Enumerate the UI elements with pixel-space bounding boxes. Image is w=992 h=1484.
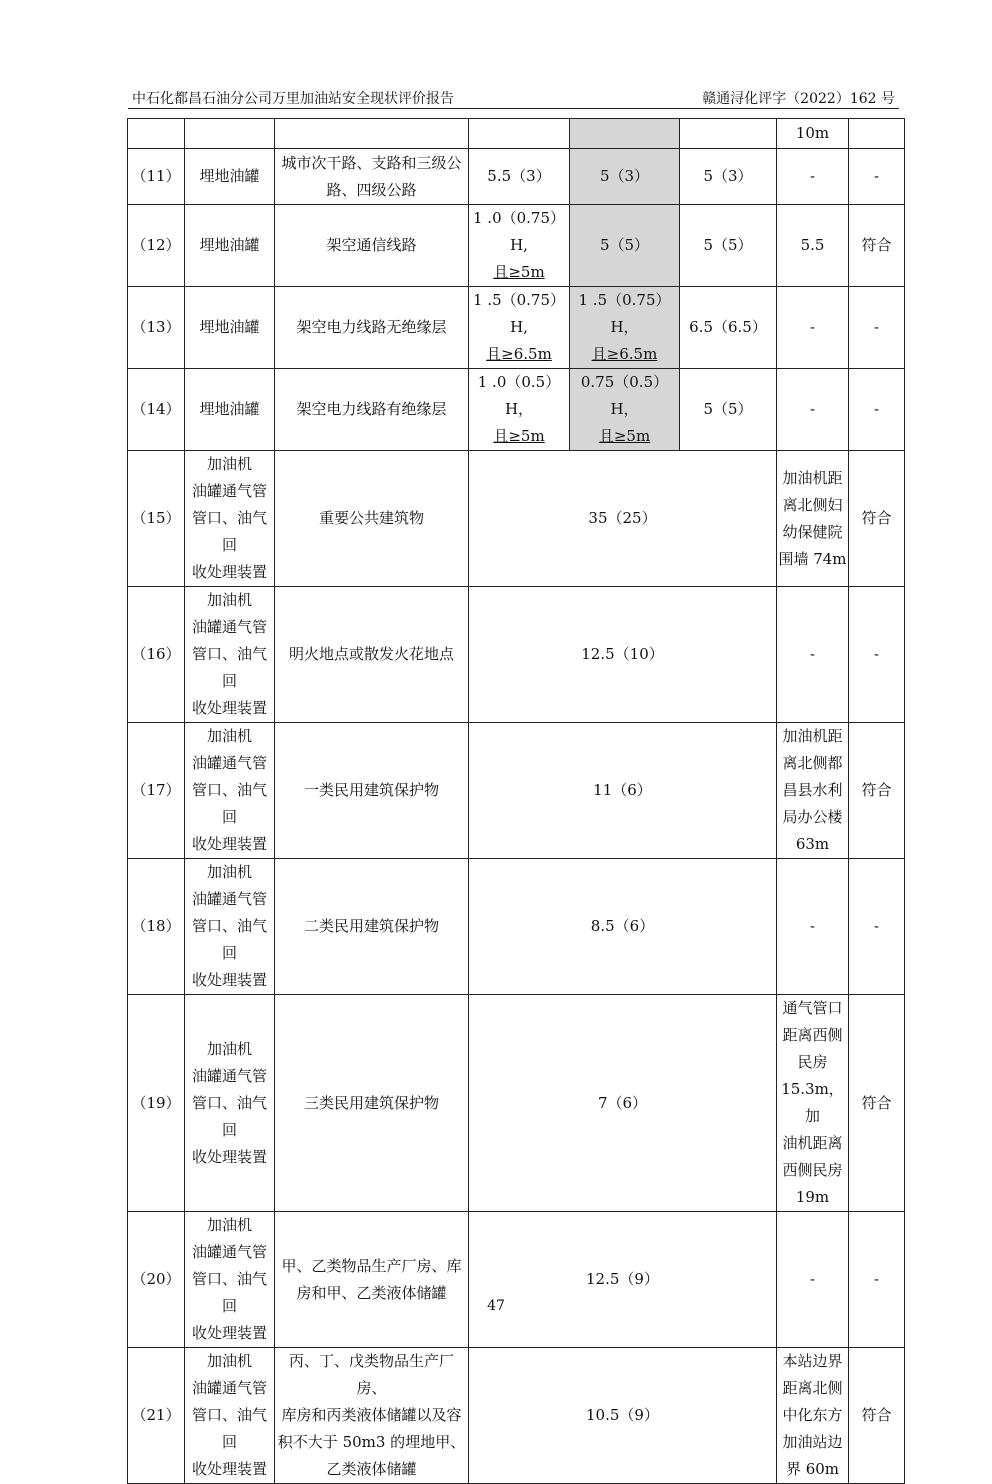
actual-distance-cell <box>777 451 849 587</box>
object-cell <box>275 1212 469 1348</box>
object-cell-line: 城市次干路、支路和三级公 <box>281 153 462 172</box>
actual-distance-cell-line: 油机距离 <box>782 1134 843 1152</box>
actual-distance-cell-line: 通气管口 <box>782 999 843 1017</box>
standard-distance-cell <box>469 1348 777 1484</box>
result-cell-line: 符合 <box>861 781 892 799</box>
table-cell <box>680 119 777 149</box>
row-number-cell-line: （14） <box>131 400 181 418</box>
facility-cell <box>185 587 275 723</box>
object-cell-line: 架空通信线路 <box>326 236 417 254</box>
actual-distance-cell-line: 加油站边 <box>782 1433 843 1451</box>
result-cell <box>849 587 905 723</box>
table-row <box>128 1348 905 1484</box>
standard-distance-cell-line: 12.5（10） <box>581 645 664 663</box>
object-cell-line: 积不大于 50m3 的埋地甲、 <box>277 1433 466 1451</box>
object-cell-line: 明火地点或散发火花地点 <box>288 645 454 663</box>
actual-distance-cell-line: 19m <box>795 1188 830 1206</box>
facility-cell-line: 管口、油气回 <box>191 917 267 962</box>
actual-distance-cell-line: 围墙 74m <box>778 549 847 568</box>
result-cell-line: 符合 <box>861 1093 892 1112</box>
standard-distance-cell-line: 12.5（9） <box>586 1270 659 1288</box>
result-cell-line: - <box>873 1270 880 1288</box>
facility-cell-line: 收处理装置 <box>191 835 267 853</box>
object-cell-line: 架空电力线路无绝缘层 <box>296 318 447 336</box>
result-cell-line: 符合 <box>861 509 892 527</box>
result-cell-line: 符合 <box>861 236 892 254</box>
facility-cell-line: 加油机 <box>206 863 252 881</box>
row-number-cell <box>128 1348 185 1484</box>
table-cell <box>275 119 469 149</box>
table-row <box>128 205 905 287</box>
row-number-cell <box>128 1212 185 1348</box>
standard-value-cell-line: 1 .0（0.75）H, <box>472 209 566 254</box>
row-number-cell-line: （19） <box>131 1093 181 1112</box>
actual-distance-cell-line: - <box>809 1270 816 1288</box>
facility-cell-line: 管口、油气回 <box>191 1270 267 1315</box>
facility-cell-line: 埋地油罐 <box>199 236 260 254</box>
facility-cell-line: 收处理装置 <box>191 1460 267 1478</box>
object-cell <box>275 859 469 995</box>
facility-cell-line: 收处理装置 <box>191 971 267 989</box>
standard-distance-cell-line: 10.5（9） <box>586 1406 659 1424</box>
object-cell <box>275 287 469 369</box>
facility-cell <box>185 149 275 205</box>
standard-value-cell-shaded <box>570 205 680 287</box>
object-cell-line: 路、四级公路 <box>326 180 417 199</box>
standard-value-cell-line: 且≥6.5m <box>486 345 552 363</box>
actual-distance-cell <box>777 995 849 1212</box>
actual-distance-cell-line: - <box>809 318 816 336</box>
standard-value-cell-shaded-line: 且≥6.5m <box>591 345 658 363</box>
actual-distance-cell-line: - <box>809 917 816 935</box>
table-row <box>128 587 905 723</box>
actual-distance-cell <box>777 723 849 859</box>
standard-value-cell-line: 5.5（3） <box>487 167 551 185</box>
table-row <box>128 995 905 1212</box>
object-cell-line: 三类民用建筑保护物 <box>303 1093 439 1112</box>
object-cell <box>275 587 469 723</box>
actual-distance-cell-line: 离北侧都 <box>782 754 843 772</box>
facility-cell <box>185 1348 275 1484</box>
page-header <box>128 86 899 109</box>
actual-distance-cell-line: 幼保健院 <box>782 522 843 541</box>
standard-value-cell-shaded-line: 5（5） <box>599 236 650 254</box>
actual-distance-cell-line: 加油机距 <box>782 468 843 487</box>
table-cell <box>185 119 275 149</box>
page-number: 47 <box>487 1298 505 1314</box>
row-number-cell <box>128 205 185 287</box>
actual-distance-cell <box>777 1348 849 1484</box>
actual-distance-cell <box>777 587 849 723</box>
result-cell <box>849 287 905 369</box>
row-number-cell <box>128 859 185 995</box>
actual-distance-cell-line: 距离北侧 <box>782 1379 843 1397</box>
standard-value-cell-line: 5（3） <box>703 167 753 185</box>
result-cell-line: - <box>873 645 880 663</box>
facility-cell-line: 油罐通气管 <box>191 890 267 908</box>
distance-table <box>127 118 905 1484</box>
facility-cell-line: 油罐通气管 <box>191 1243 267 1261</box>
actual-distance-cell <box>777 369 849 451</box>
standard-value-cell-shaded-line: 且≥5m <box>598 427 651 445</box>
facility-cell-line: 埋地油罐 <box>199 318 260 336</box>
row-number-cell-line: （20） <box>131 1270 181 1288</box>
object-cell-line: 二类民用建筑保护物 <box>303 917 439 935</box>
standard-value-cell-shaded <box>570 369 680 451</box>
result-cell <box>849 1212 905 1348</box>
result-cell <box>849 205 905 287</box>
object-cell <box>275 369 469 451</box>
object-cell <box>275 995 469 1212</box>
row-number-cell-line: （11） <box>131 167 181 185</box>
table-row <box>128 1212 905 1348</box>
result-cell-line: - <box>873 917 880 935</box>
actual-distance-cell <box>777 1212 849 1348</box>
facility-cell-line: 油罐通气管 <box>191 1379 267 1397</box>
table-row <box>128 149 905 205</box>
facility-cell-line: 管口、油气回 <box>191 1093 267 1139</box>
object-cell-line: 重要公共建筑物 <box>318 509 424 527</box>
result-cell-line: - <box>873 167 880 185</box>
result-cell <box>849 723 905 859</box>
row-number-cell <box>128 149 185 205</box>
actual-distance-cell-line: 局办公楼 <box>782 808 843 826</box>
row-number-cell <box>128 369 185 451</box>
table-cell <box>128 119 185 149</box>
standard-distance-cell-line: 35（25） <box>588 509 657 527</box>
facility-cell <box>185 1212 275 1348</box>
standard-distance-cell-line: 7（6） <box>597 1093 648 1112</box>
object-cell <box>275 1348 469 1484</box>
actual-distance-cell-line: 本站边界 <box>782 1352 843 1370</box>
object-cell <box>275 723 469 859</box>
standard-value-cell <box>469 149 570 205</box>
object-cell-line: 甲、乙类物品生产厂房、库 <box>281 1256 462 1275</box>
row-number-cell-line: （13） <box>131 318 181 336</box>
table-row <box>128 369 905 451</box>
result-cell-line: - <box>873 318 880 336</box>
facility-cell-line: 油罐通气管 <box>191 618 267 636</box>
standard-value-cell-shaded <box>570 149 680 205</box>
object-cell-line: 丙、丁、戊类物品生产厂房、 <box>288 1352 454 1397</box>
standard-distance-cell-line: 8.5（6） <box>590 917 655 935</box>
standard-value-cell-line: 且≥5m <box>493 427 545 445</box>
standard-value-cell-line: 6.5（6.5） <box>689 318 767 336</box>
actual-distance-cell-line: 加油机距 <box>782 727 843 745</box>
standard-value-cell-shaded-line: 1 .5（0.75）H， <box>578 291 671 336</box>
actual-distance-cell-line: 63m <box>795 835 830 853</box>
standard-value-cell <box>680 369 777 451</box>
standard-value-cell-shaded <box>570 287 680 369</box>
standard-distance-cell <box>469 1212 777 1348</box>
object-cell <box>275 451 469 587</box>
object-cell-line: 房和甲、乙类液体储罐 <box>296 1283 447 1302</box>
standard-value-cell-line: 5（5） <box>703 236 753 254</box>
facility-cell <box>185 369 275 451</box>
standard-distance-cell-line: 11（6） <box>593 781 652 799</box>
result-cell <box>849 149 905 205</box>
standard-distance-cell <box>469 723 777 859</box>
result-cell <box>849 1348 905 1484</box>
standard-distance-cell <box>469 859 777 995</box>
actual-distance-cell-line: 界 60m <box>785 1460 840 1478</box>
facility-cell-line: 加油机 <box>206 1216 252 1234</box>
row-number-cell <box>128 451 185 587</box>
standard-distance-cell <box>469 995 777 1212</box>
facility-cell-line: 管口、油气回 <box>191 645 267 690</box>
row-number-cell <box>128 287 185 369</box>
standard-value-cell <box>680 287 777 369</box>
facility-cell <box>185 205 275 287</box>
facility-cell-line: 管口、油气回 <box>191 509 267 554</box>
object-cell-line: 一类民用建筑保护物 <box>303 781 439 799</box>
standard-value-cell <box>469 369 570 451</box>
row-number-cell-line: （12） <box>131 236 181 254</box>
table-row <box>128 859 905 995</box>
table-row <box>128 451 905 587</box>
facility-cell-line: 加油机 <box>206 1352 252 1370</box>
facility-cell-line: 收处理装置 <box>191 1324 267 1342</box>
facility-cell <box>185 287 275 369</box>
standard-value-cell-shaded-line: 5（3） <box>599 167 650 185</box>
row-number-cell-line: （17） <box>131 781 181 799</box>
facility-cell-line: 埋地油罐 <box>199 400 260 418</box>
row-number-cell-line: （18） <box>131 917 181 935</box>
table-row <box>128 723 905 859</box>
standard-value-cell <box>680 205 777 287</box>
actual-distance-cell-line: 中化东方 <box>782 1406 843 1424</box>
row-number-cell-line: （15） <box>131 509 181 527</box>
object-cell <box>275 205 469 287</box>
result-cell-line: - <box>873 400 880 418</box>
standard-value-cell <box>469 205 570 287</box>
row-number-cell <box>128 723 185 859</box>
header-report-title: 中石化都昌石油分公司万里加油站安全现状评价报告 <box>132 91 454 107</box>
facility-cell <box>185 995 275 1212</box>
standard-value-cell-shaded-line: 0.75（0.5）H， <box>580 373 669 418</box>
table-row <box>128 287 905 369</box>
actual-distance-cell <box>777 149 849 205</box>
facility-cell-line: 收处理装置 <box>191 563 267 581</box>
row-number-cell <box>128 995 185 1212</box>
standard-value-cell-line: 1 .0（0.5）H， <box>477 373 561 418</box>
result-cell <box>849 451 905 587</box>
standard-value-cell <box>680 149 777 205</box>
actual-distance-cell-line: 昌县水利 <box>782 781 843 799</box>
facility-cell-line: 油罐通气管 <box>191 754 267 772</box>
actual-distance-cell-line: 15.3m，加 <box>781 1080 844 1125</box>
result-cell <box>849 995 905 1212</box>
table-row-continued <box>128 119 905 149</box>
object-cell-line: 乙类液体储罐 <box>326 1460 417 1478</box>
header-report-number: 赣通浔化评字（2022）162 号 <box>702 91 895 107</box>
table-cell <box>469 119 570 149</box>
row-number-cell <box>128 587 185 723</box>
actual-distance-cell-line: 离北侧妇 <box>782 495 843 514</box>
standard-distance-cell <box>469 587 777 723</box>
result-cell <box>849 369 905 451</box>
table-cell-shaded <box>570 119 680 149</box>
facility-cell-line: 油罐通气管 <box>191 1066 267 1085</box>
actual-distance-cell <box>777 287 849 369</box>
facility-cell-line: 管口、油气回 <box>191 781 267 826</box>
standard-value-cell <box>469 287 570 369</box>
facility-cell <box>185 859 275 995</box>
object-cell-line: 架空电力线路有绝缘层 <box>296 400 447 418</box>
actual-distance-cell-line: 民房 <box>797 1053 828 1071</box>
facility-cell-line: 管口、油气回 <box>191 1406 267 1451</box>
facility-cell-line: 埋地油罐 <box>199 167 260 185</box>
facility-cell <box>185 451 275 587</box>
standard-value-cell-line: 且≥5m <box>493 263 545 281</box>
actual-distance-cell-line: 5.5 <box>800 236 825 254</box>
object-cell <box>275 149 469 205</box>
result-cell-line: 符合 <box>861 1406 892 1424</box>
facility-cell-line: 加油机 <box>206 455 252 473</box>
actual-distance-cell <box>777 859 849 995</box>
facility-cell-line: 加油机 <box>206 591 252 609</box>
actual-distance-cell <box>777 205 849 287</box>
facility-cell <box>185 723 275 859</box>
table-cell <box>849 119 905 149</box>
actual-distance-cell-line: 西侧民房 <box>782 1161 843 1179</box>
standard-value-cell-line: 1 .5（0.75）H, <box>472 291 566 336</box>
row-number-cell-line: （21） <box>131 1406 181 1424</box>
actual-distance-cell: 10m <box>777 119 849 149</box>
result-cell <box>849 859 905 995</box>
object-cell-line: 库房和丙类液体储罐以及容 <box>281 1406 462 1424</box>
facility-cell-line: 收处理装置 <box>191 1147 267 1166</box>
actual-distance-cell-line: - <box>809 400 816 418</box>
actual-distance-cell-line: - <box>809 645 816 663</box>
standard-value-cell-line: 5（5） <box>703 400 753 418</box>
facility-cell-line: 加油机 <box>206 1039 252 1058</box>
standard-distance-cell <box>469 451 777 587</box>
facility-cell-line: 加油机 <box>206 727 252 745</box>
actual-distance-cell-line: - <box>809 167 816 185</box>
row-number-cell-line: （16） <box>131 645 181 663</box>
actual-distance-cell-line: 距离西侧 <box>782 1026 843 1044</box>
facility-cell-line: 收处理装置 <box>191 699 267 717</box>
facility-cell-line: 油罐通气管 <box>191 482 267 500</box>
